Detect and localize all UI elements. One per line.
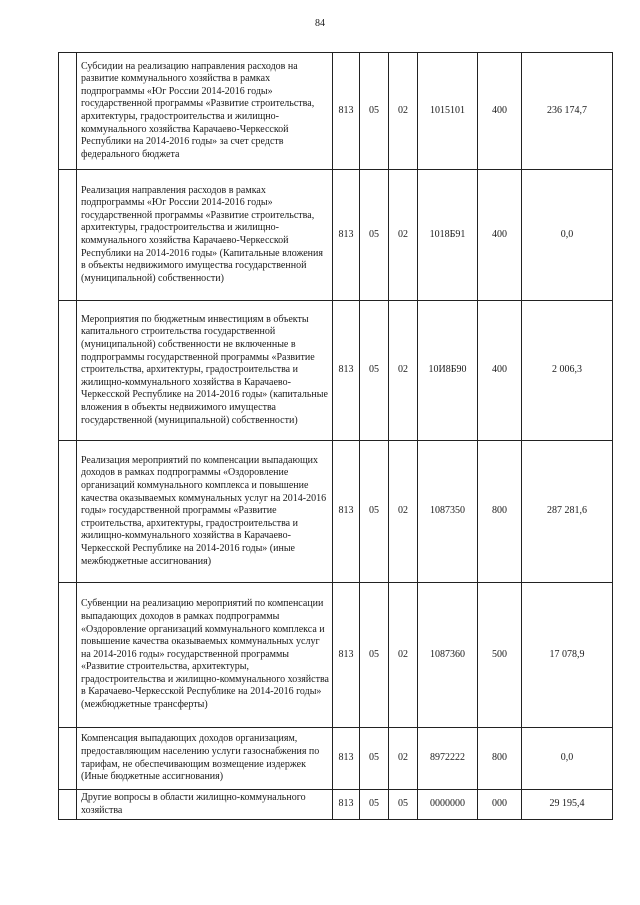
rz-cell: 05: [360, 728, 389, 790]
ved-cell: 813: [333, 53, 360, 170]
row-index-cell: [59, 790, 77, 820]
table-row: [59, 301, 613, 441]
amount-cell: 29 195,4: [522, 790, 613, 820]
table-row: [59, 170, 613, 301]
ved-cell: 813: [333, 583, 360, 728]
amount-cell: 0,0: [522, 728, 613, 790]
csr-cell: 1018Б91: [418, 170, 478, 301]
ved-cell: 813: [333, 728, 360, 790]
csr-cell: 0000000: [418, 790, 478, 820]
table-row: [59, 728, 613, 790]
pr-cell: 02: [389, 170, 418, 301]
description-cell: Другие вопросы в области жилищно-коммунального хозяйства: [77, 790, 333, 820]
table-row: [59, 441, 613, 583]
description-cell: Субвенции на реализацию мероприятий по компенсации выпадающих доходов в рамках подпрограммы «Оздоровление организаций коммунального комплекса и повышение качества оказываемых коммунальных услуг на 2014-2016 годы» государственной программы «Развитие строительства, архитектуры, градостроительства и жилищно-коммунального хозяйства в Карачаево-Черкесской Республике на 2014-2016 годы» (межбюджетные трансферты): [77, 583, 333, 728]
rz-cell: 05: [360, 441, 389, 583]
row-index-cell: [59, 728, 77, 790]
pr-cell: 02: [389, 301, 418, 441]
vr-cell: 400: [478, 170, 522, 301]
csr-cell: 10И8Б90: [418, 301, 478, 441]
rz-cell: 05: [360, 170, 389, 301]
vr-cell: 400: [478, 301, 522, 441]
vr-cell: 500: [478, 583, 522, 728]
amount-cell: 287 281,6: [522, 441, 613, 583]
description-cell: Субсидии на реализацию направления расходов на развитие коммунального хозяйства в рамках подпрограммы «Юг России 2014-2016 годы» государственной программы «Развитие строительства, архитектуры, градостроительства и жилищно-коммунального хозяйства Карачаево-Черкесской Республики на 2014-2016 годы» за счет средств федерального бюджета: [77, 53, 333, 170]
csr-cell: 1087350: [418, 441, 478, 583]
description-cell: Реализация мероприятий по компенсации выпадающих доходов в рамках подпрограммы «Оздоровление организаций коммунального комплекса и повышение качества оказываемых коммунальных услуг на 2014-2016 годы» государственной программы «Развитие строительства, архитектуры, градостроительства и жилищно-коммунального хозяйства в Карачаево-Черкесской Республике на 2014-2016 годы» (иные межбюджетные ассигнования): [77, 441, 333, 583]
amount-cell: 0,0: [522, 170, 613, 301]
page-number: 84: [315, 18, 325, 29]
description-cell: Компенсация выпадающих доходов организациям, предоставляющим населению услуги газоснабжения по тарифам, не обеспечивающим возмещение издержек (Иные бюджетные ассигнования): [77, 728, 333, 790]
row-index-cell: [59, 301, 77, 441]
row-index-cell: [59, 53, 77, 170]
rz-cell: 05: [360, 301, 389, 441]
row-index-cell: [59, 441, 77, 583]
rz-cell: 05: [360, 790, 389, 820]
rz-cell: 05: [360, 583, 389, 728]
csr-cell: 1087360: [418, 583, 478, 728]
budget-table: [58, 52, 613, 820]
vr-cell: 400: [478, 53, 522, 170]
pr-cell: 02: [389, 53, 418, 170]
description-cell: Реализация направления расходов в рамках подпрограммы «Юг России 2014-2016 годы» государственной программы «Развитие строительства, архитектуры, градостроительства и жилищно-коммунального хозяйства Карачаево-Черкесской Республики на 2014-2016 годы» (Капитальные вложения в объекты недвижимого имущества государственной (муниципальной) собственности): [77, 170, 333, 301]
ved-cell: 813: [333, 170, 360, 301]
pr-cell: 02: [389, 583, 418, 728]
row-index-cell: [59, 170, 77, 301]
row-index-cell: [59, 583, 77, 728]
ved-cell: 813: [333, 301, 360, 441]
rz-cell: 05: [360, 53, 389, 170]
csr-cell: 8972222: [418, 728, 478, 790]
vr-cell: 800: [478, 728, 522, 790]
table-row: [59, 53, 613, 170]
amount-cell: 17 078,9: [522, 583, 613, 728]
pr-cell: 02: [389, 728, 418, 790]
vr-cell: 000: [478, 790, 522, 820]
table-row: [59, 583, 613, 728]
pr-cell: 05: [389, 790, 418, 820]
table-row: [59, 790, 613, 820]
vr-cell: 800: [478, 441, 522, 583]
pr-cell: 02: [389, 441, 418, 583]
amount-cell: 2 006,3: [522, 301, 613, 441]
amount-cell: 236 174,7: [522, 53, 613, 170]
csr-cell: 1015101: [418, 53, 478, 170]
ved-cell: 813: [333, 441, 360, 583]
description-cell: Мероприятия по бюджетным инвестициям в объекты капитального строительства государственной (муниципальной) собственности не включенные в подпрограммы государственной программы «Развитие строительства, архитектуры, градостроительства и жилищно-коммунального хозяйства в Карачаево-Черкесской Республике на 2014-2016 годы» (капитальные вложения в объекты недвижимого имущества государственной (муниципальной) собственности): [77, 301, 333, 441]
ved-cell: 813: [333, 790, 360, 820]
